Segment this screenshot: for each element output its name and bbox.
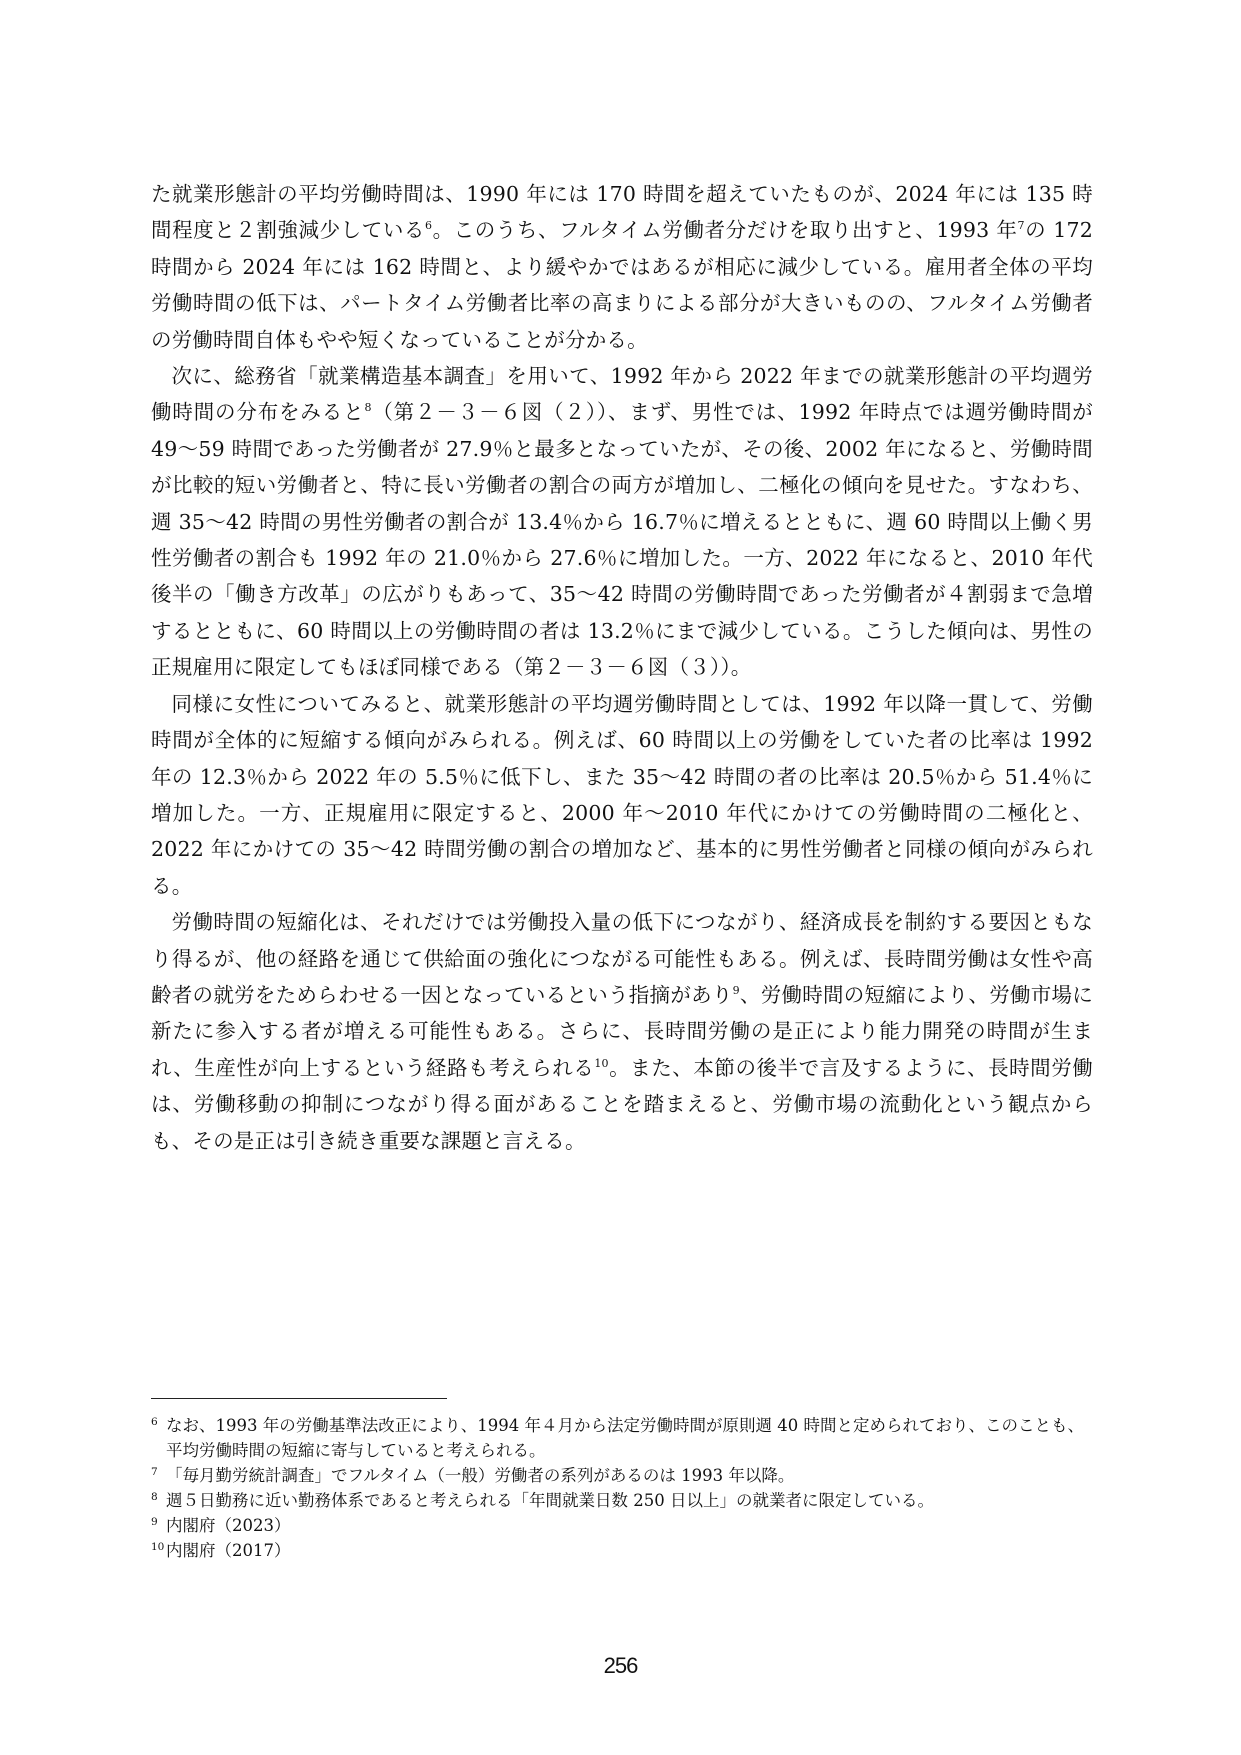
footnote-ref: 9: [732, 984, 740, 998]
paragraph-text: 同様に女性についてみると、就業形態計の平均週労働時間としては、1992 年以降一貫して、労働時間が全体的に短縮する傾向がみられる。例えば、60 時間以上の労働をしていた者の比率は 1992 年の 12.3％から 2022 年の 5.5％に低下し、また 35～42 時間の者の比率は 20.5％から 51.4％に増加した。一方、正規雇用に限定すると、2000 年～2010 年代にかけての労働時間の二極化と、2022 年にかけての 35～42 時間労働の割合の増加など、基本的に男性労働者と同様の傾向がみられる。: [151, 691, 1093, 898]
footnote-item: [151, 1538, 1093, 1563]
footnotes: [151, 1398, 1093, 1563]
paragraph-text: た就業形態計の平均労働時間は、1990 年には 170 時間を超えていたものが、2024 年には 135 時間程度と２割強減少している: [151, 182, 1093, 243]
paragraph-text: 次に、総務省「就業構造基本調査」を用いて、1992 年から 2022 年までの就業形態計の平均週労働時間の分布をみると: [151, 364, 1093, 425]
footnote-divider: [151, 1398, 447, 1399]
footnote-number: 6: [151, 1416, 158, 1428]
paragraph-text: 。このうち、フルタイム労働者分だけを取り出すと、1993 年: [432, 218, 1018, 243]
body-paragraph: [151, 686, 1093, 904]
footnote-number: 9: [151, 1516, 158, 1528]
paragraph-text: 。また、本節の後半で言及するように、長時間労働は、労働移動の抑制につながり得る面があることを踏まえると、労働市場の流動化という観点からも、その是正は引き続き重要な課題と言える。: [151, 1055, 1093, 1153]
body-paragraph: [151, 358, 1093, 686]
footnote-ref: 7: [1017, 219, 1025, 233]
footnote-item: [151, 1488, 1093, 1513]
footnote-ref: 8: [364, 401, 372, 415]
main-text: [151, 176, 1093, 1159]
paragraph-text: （第２－３－６図（２））、まず、男性では、1992 年時点では週労働時間が 49～59 時間であった労働者が 27.9％と最多となっていたが、その後、2002 年になると、労働時間が比較的短い労働者と、特に長い労働者の割合の両方が増加し、二極化の傾向を見せた。すなわち、週 35～42 時間の男性労働者の割合が 13.4％から 16.7％に増えるとともに、週 60 時間以上働く男性労働者の割合も 1992 年の 21.0％から 27.6％に増加した。一方、2022 年になると、2010 年代後半の「働き方改革」の広がりもあって、35～42 時間の労働時間であった労働者が４割弱まで急増するとともに、60 時間以上の労働時間の者は 13.2％にまで減少している。こうした傾向は、男性の正規雇用に限定してもほぼ同様である（第２－３－６図（３））。: [151, 400, 1094, 680]
footnote-item: [151, 1463, 1093, 1488]
footnote-ref: 6: [425, 219, 433, 233]
footnote-text: なお、1993 年の労働基準法改正により、1994 年４月から法定労働時間が原則週 40 時間と定められており、このことも、平均労働時間の短縮に寄与していると考えられる。: [166, 1416, 1084, 1460]
footnote-number: 7: [151, 1466, 158, 1478]
paragraph-text: 労働時間の短縮化は、それだけでは労働投入量の低下につながり、経済成長を制約する要因ともなり得るが、他の経路を通じて供給面の強化につながる可能性もある。例えば、長時間労働は女性や高齢者の就労をためらわせる一因となっているという指摘があり: [151, 910, 1093, 1007]
paragraph-text: 、労働時間の短縮により、労働市場に新たに参入する者が増える可能性もある。さらに、長時間労働の是正により能力開発の時間が生まれ、生産性が向上するという経路も考えられる: [151, 982, 1093, 1080]
body-paragraph: [151, 904, 1093, 1159]
footnote-list: [151, 1413, 1093, 1563]
footnote-text: 内閣府（2023）: [166, 1516, 291, 1535]
footnote-text: 内閣府（2017）: [166, 1541, 291, 1560]
footnote-item: [151, 1513, 1093, 1538]
page-number: 256: [603, 1653, 638, 1678]
footnote-text: 「毎月勤労統計調査」でフルタイム（一般）労働者の系列があるのは 1993 年以降。: [166, 1466, 795, 1485]
paragraph-text: の 172 時間から 2024 年には 162 時間と、より緩やかではあるが相応に減少している。雇用者全体の平均労働時間の低下は、パートタイム労働者比率の高まりによる部分が大きいものの、フルタイム労働者の労働時間自体もやや短くなっていることが分かる。: [151, 218, 1093, 352]
footnote-text: 週５日勤務に近い勤務体系であると考えられる「年間就業日数 250 日以上」の就業者に限定している。: [166, 1491, 934, 1510]
footnote-number: 8: [151, 1491, 158, 1503]
body-paragraph: [151, 176, 1093, 358]
footnote-ref: 10: [594, 1056, 609, 1070]
footnote-number: 10: [151, 1541, 165, 1553]
footnote-item: [151, 1413, 1093, 1463]
